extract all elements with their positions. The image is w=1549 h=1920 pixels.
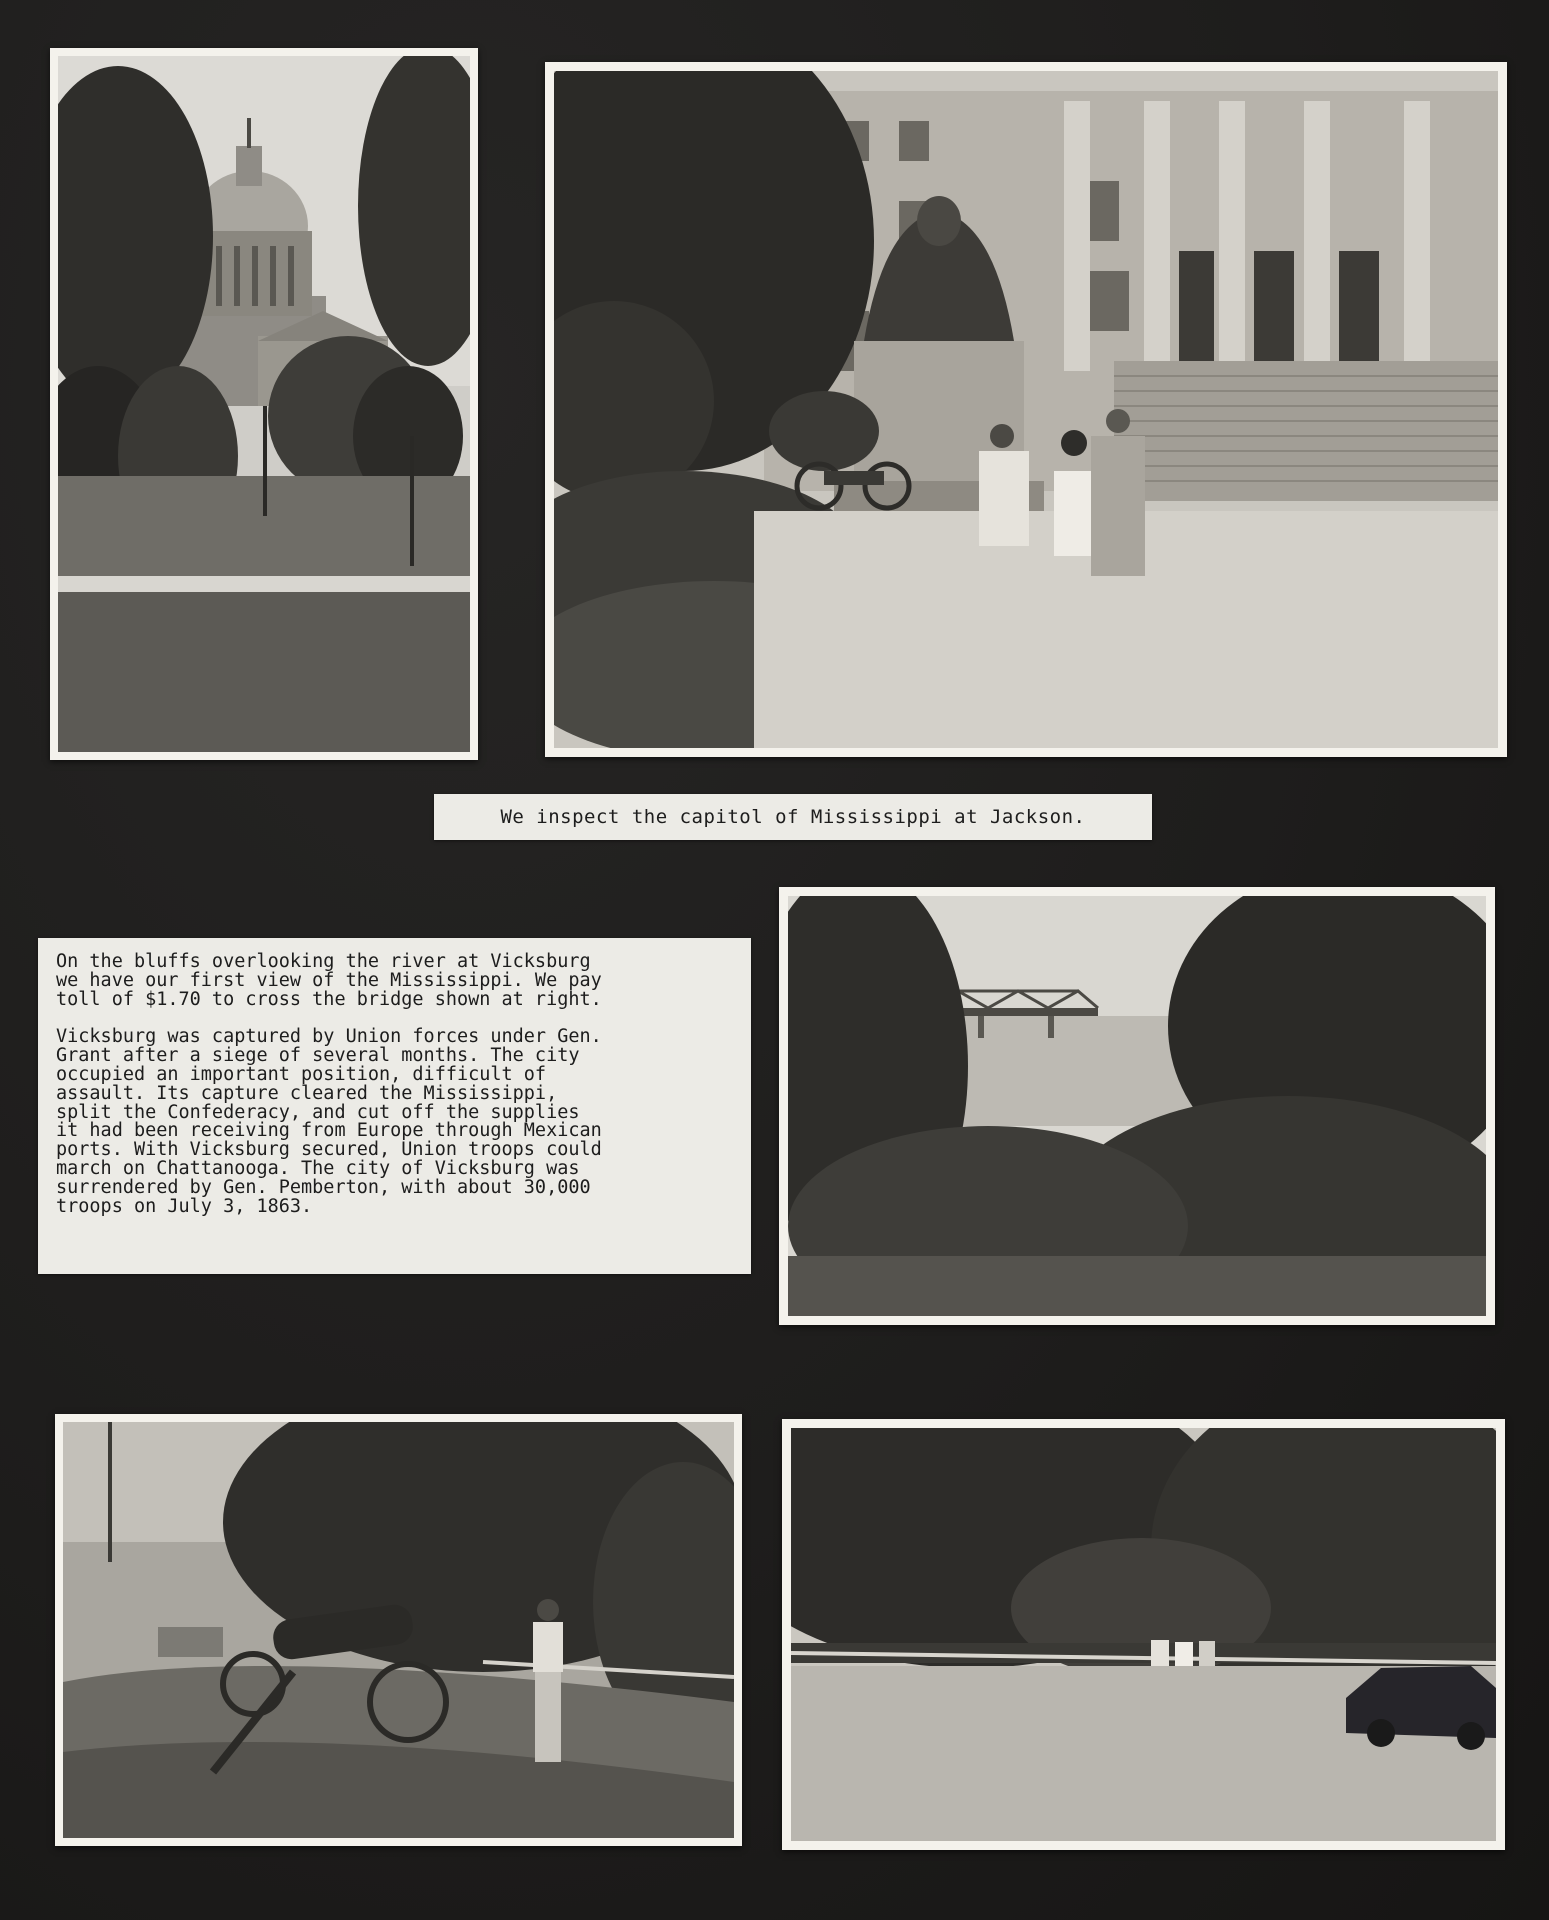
vicksburg-bridge-image: [788, 896, 1486, 1316]
photo-capitol-dome: [50, 48, 478, 760]
vicksburg-paragraph-2: Vicksburg was captured by Union forces under Gen. Grant after a siege of several months. The city occupied an important position, difficult of assault. Its capture cleared the Mississippi, split the Confederacy, and cut off the supplies it had been receiving from Europe through Mexican ports. With Vicksburg secured, Union troops could march on Chattanooga. The city of Vicksburg was surrendered by Gen. Pemberton, with about 30,000 troops on July 3, 1863.: [56, 1026, 602, 1217]
vicksburg-cannon-image: [63, 1422, 734, 1838]
capitol-monument-image: [554, 71, 1498, 748]
photo-vicksburg-overlook: [782, 1419, 1505, 1850]
vicksburg-typed-note: [38, 938, 751, 1274]
photo-vicksburg-cannon: [55, 1414, 742, 1846]
vicksburg-paragraph-1: On the bluffs overlooking the river at Vicksburg we have our first view of the Mississippi. We pay toll of $1.70 to cross the bridge shown at right.: [56, 951, 602, 1010]
caption-capitol: [434, 794, 1152, 840]
vicksburg-overlook-image: [791, 1428, 1496, 1841]
photo-vicksburg-bridge: [779, 887, 1495, 1325]
caption-capitol-text: We inspect the capitol of Mississippi at Jackson.: [500, 806, 1086, 828]
capitol-dome-image: [58, 56, 470, 752]
photo-capitol-monument: [545, 62, 1507, 757]
